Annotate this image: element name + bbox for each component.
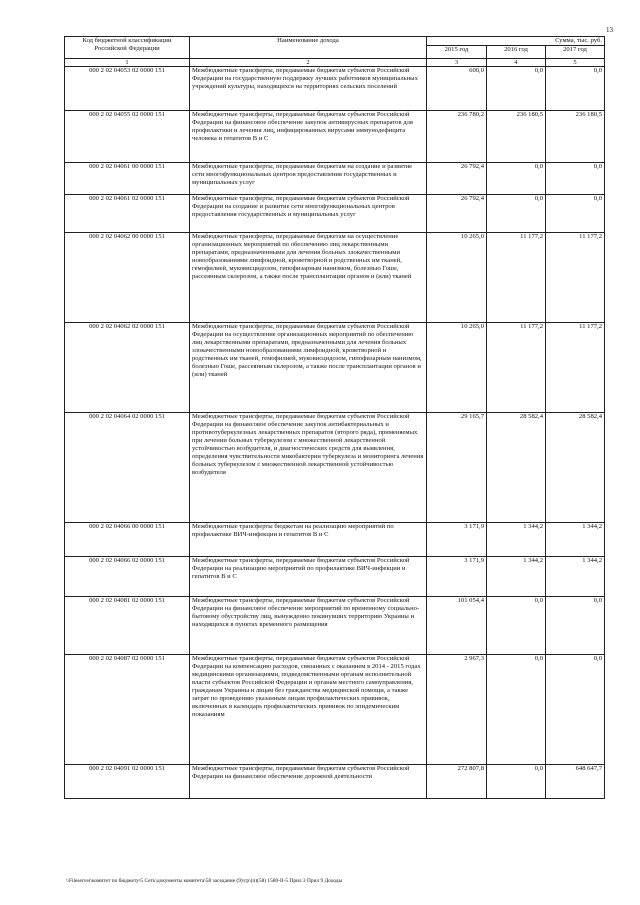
col-number: 1 <box>65 59 190 67</box>
revenue-name: Межбюджетные трансферты, передаваемые бюджетам субъектов Российской Федерации на финансовое обеспечение мероприятий по временному социально-бытовому обустройству лиц, вынужденно покинувших территорию Украины и находящихся в пунктах временного размещения <box>190 597 427 655</box>
footer-file-path: \\Fileserver\комитет по бюджету\5 Сеть\документы комитета\58 заседание (9)\гр\(п)(58) 1580-II-5 Прил 3 Прил 9 Доходы <box>66 878 343 884</box>
column-numbers-row <box>65 59 605 67</box>
budget-code: 000 2 02 04061 02 0000 151 <box>65 195 190 233</box>
header-year-2017: 2017 год <box>546 46 605 59</box>
revenue-name: Межбюджетные трансферты бюджетам на реализацию мероприятий по профилактике ВИЧ-инфекции и гепатитов В и С <box>190 523 427 557</box>
col-number: 3 <box>427 59 487 67</box>
budget-code: 000 2 02 04064 02 0000 151 <box>65 413 190 523</box>
table-row <box>65 557 605 597</box>
amount-2015: 26 792,4 <box>427 195 487 233</box>
revenue-name: Межбюджетные трансферты, передаваемые бюджетам на создание и развитие сети многофункциональных центров предоставления государственных и муниципальных услуг <box>190 163 427 195</box>
amount-2015: 2 967,3 <box>427 655 487 765</box>
table-row <box>65 655 605 765</box>
amount-2016: 236 180,5 <box>487 111 546 163</box>
amount-2017: 236 180,5 <box>546 111 605 163</box>
table-row <box>65 163 605 195</box>
amount-2017: 0,0 <box>546 67 605 111</box>
budget-code: 000 2 02 04087 02 0000 151 <box>65 655 190 765</box>
amount-2015: 101 054,4 <box>427 597 487 655</box>
amount-2016: 28 582,4 <box>487 413 546 523</box>
amount-2017: 0,0 <box>546 655 605 765</box>
amount-2016: 0,0 <box>487 597 546 655</box>
revenue-name: Межбюджетные трансферты, передаваемые бюджетам субъектов Российской Федерации на финансовое обеспечение закупок антибактериальных и противотуберкулезных лекарственных препаратов (второго ряда), применяемых при лечении больных туберкулезом с множественной лекарственной устойчивостью возбудителя, и диагностических средств для выявления, определения чувствительности микобактерии туберкулеза и мониторинга лечения больных туберкулезом с множественной лекарственной устойчивостью возбудителя <box>190 413 427 523</box>
revenue-name: Межбюджетные трансферты, передаваемые бюджетам субъектов Российской Федерации на компенсацию расходов, связанных с оказанием в 2014 - 2015 годах медицинскими организациями, подведомственными органам исполнительной власти субъектов Российской Федерации и органам местного самоуправления, гражданам Украины и лицам без гражданства медицинской помощи, а также затрат по проведению указанным лицам профилактических прививок, включенных в календарь профилактических прививок по эпидемическим показаниям <box>190 655 427 765</box>
budget-code: 000 2 02 04081 02 0000 151 <box>65 597 190 655</box>
amount-2015: 3 171,9 <box>427 523 487 557</box>
budget-code: 000 2 02 04055 02 0000 151 <box>65 111 190 163</box>
amount-2017: 0,0 <box>546 163 605 195</box>
header-code-col: Код бюджетной классификации Российской Федерации <box>65 37 190 59</box>
amount-2017: 11 177,2 <box>546 323 605 413</box>
budget-code: 000 2 02 04066 02 0000 151 <box>65 557 190 597</box>
revenue-name: Межбюджетные трансферты, передаваемые бюджетам субъектов Российской Федерации на реализацию мероприятий по профилактике ВИЧ-инфекции и гепатитов В и С <box>190 557 427 597</box>
table-row <box>65 323 605 413</box>
header-year-2015: 2015 год <box>427 46 487 59</box>
amount-2016: 0,0 <box>487 163 546 195</box>
amount-2017: 648 647,7 <box>546 765 605 799</box>
amount-2016: 1 344,2 <box>487 523 546 557</box>
budget-code: 000 2 02 04061 00 0000 151 <box>65 163 190 195</box>
amount-2017: 0,0 <box>546 195 605 233</box>
amount-2016: 11 177,2 <box>487 233 546 323</box>
amount-2015: 10 265,0 <box>427 323 487 413</box>
amount-2017: 1 344,2 <box>546 557 605 597</box>
amount-2016: 11 177,2 <box>487 323 546 413</box>
table-row <box>65 597 605 655</box>
col-number: 5 <box>546 59 605 67</box>
amount-2016: 1 344,2 <box>487 557 546 597</box>
amount-2015: 29 165,7 <box>427 413 487 523</box>
table-row <box>65 111 605 163</box>
amount-2017: 1 344,2 <box>546 523 605 557</box>
header-year-2016: 2016 год <box>487 46 546 59</box>
page-number: 13 <box>606 26 613 34</box>
budget-code: 000 2 02 04062 00 0000 151 <box>65 233 190 323</box>
col-number: 2 <box>190 59 427 67</box>
budget-code: 000 2 02 04053 02 0000 151 <box>65 67 190 111</box>
amount-2016: 0,0 <box>487 195 546 233</box>
revenue-name: Межбюджетные трансферты, передаваемые бюджетам субъектов Российской Федерации на государственную поддержку лучших работников муниципальных учреждений культуры, находящихся на территориях сельских поселений <box>190 67 427 111</box>
table-row <box>65 523 605 557</box>
table-row <box>65 67 605 111</box>
amount-2015: 600,0 <box>427 67 487 111</box>
table-row <box>65 195 605 233</box>
revenue-table <box>64 36 605 799</box>
amount-2016: 0,0 <box>487 765 546 799</box>
amount-2015: 26 792,4 <box>427 163 487 195</box>
amount-2016: 0,0 <box>487 655 546 765</box>
revenue-name: Межбюджетные трансферты, передаваемые бюджетам субъектов Российской Федерации на финансовое обеспечение закупок антивирусных препаратов для профилактики и лечения лиц, инфицированных вирусами иммунодефицита человека и гепатитов В и С <box>190 111 427 163</box>
budget-code: 000 2 02 04062 02 0000 151 <box>65 323 190 413</box>
table-row <box>65 765 605 799</box>
amount-2017: 11 177,2 <box>546 233 605 323</box>
table-row <box>65 233 605 323</box>
revenue-name: Межбюджетные трансферты, передаваемые бюджетам субъектов Российской Федерации на создание и развитие сети многофункциональных центров предоставления государственных и муниципальных услуг <box>190 195 427 233</box>
revenue-name: Межбюджетные трансферты, передаваемые бюджетам субъектов Российской Федерации на финансовое обеспечение дорожной деятельности <box>190 765 427 799</box>
amount-2017: 28 582,4 <box>546 413 605 523</box>
header-sum-col: Сумма, тыс. руб. <box>427 37 605 46</box>
amount-2015: 3 171,9 <box>427 557 487 597</box>
amount-2015: 272 807,8 <box>427 765 487 799</box>
revenue-name: Межбюджетные трансферты, передаваемые бюджетам на осуществление организационных мероприятий по обеспечению лиц лекарственными препаратами, предназначенными для лечения больных злокачественными новообразованиями лимфоидной, кроветворной и родственных им тканей, гемофилией, муковисцидозом, гипофизарным нанизмом, болезнью Гоше, рассеянным склерозом, а также после трансплантации органов и (или) тканей <box>190 233 427 323</box>
amount-2016: 0,0 <box>487 67 546 111</box>
col-number: 4 <box>487 59 546 67</box>
budget-code: 000 2 02 04066 00 0000 151 <box>65 523 190 557</box>
amount-2017: 0,0 <box>546 597 605 655</box>
amount-2015: 236 780,2 <box>427 111 487 163</box>
amount-2015: 10 265,0 <box>427 233 487 323</box>
header-name-col: Наименование дохода <box>190 37 427 59</box>
budget-code: 000 2 02 04091 02 0000 151 <box>65 765 190 799</box>
table-row <box>65 413 605 523</box>
revenue-name: Межбюджетные трансферты, передаваемые бюджетам субъектов Российской Федерации на осуществление организационных мероприятий по обеспечению лиц лекарственными препаратами, предназначенными для лечения больных злокачественными новообразованиями лимфоидной, кроветворной и родственных им тканей, гемофилией, муковисцидозом, гипофизарным нанизмом, болезнью Гоше, рассеянным склерозом, а также после трансплантации органов и (или) тканей <box>190 323 427 413</box>
